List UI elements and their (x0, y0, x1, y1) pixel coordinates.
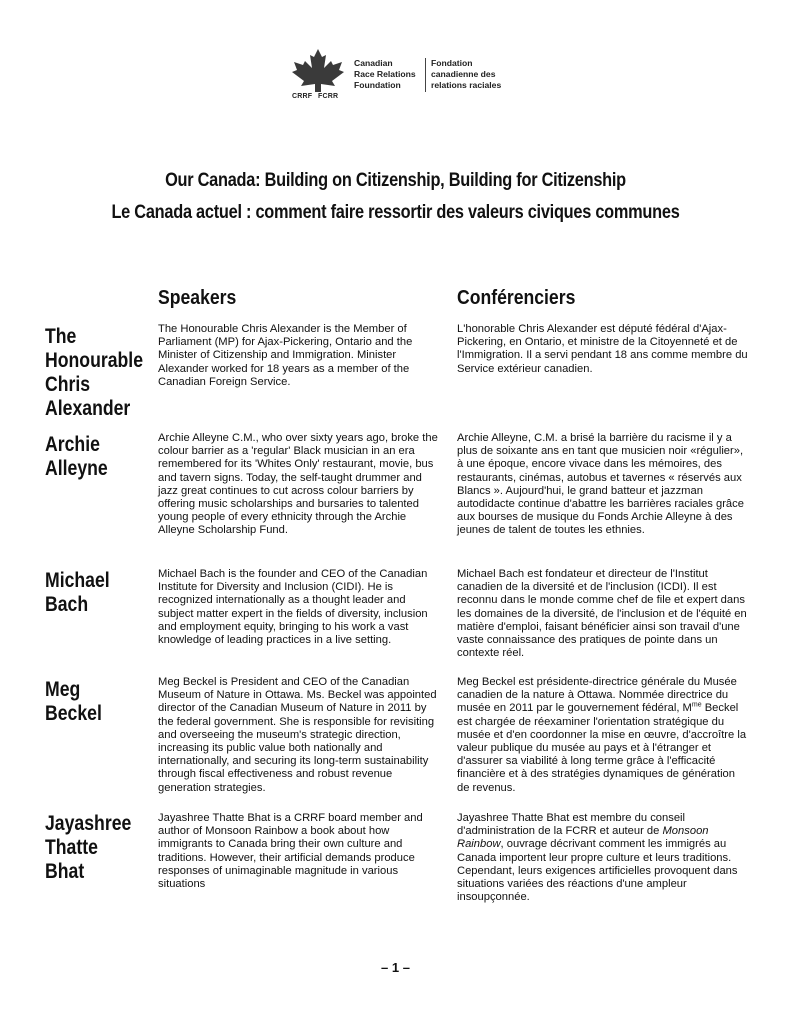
speaker-bio-fr: Meg Beckel est présidente-directrice générale du Musée canadien de la nature à Ottawa. Nommée directrice du musée en 2011 par le gouvernement fédéral, $M^{me}$ Beckel est chargée de réexaminer l'orientation stratégique du musée et d'en coordonner la mise en œuvre, d'accroître la valeur publique du musée au pays et à l'étranger et d'assurer sa viabilité à long terme grâce à l'efficacité financière et à des stratégies dynamiques de génération de revenus. (457, 676, 747, 794)
speaker-bio-en: The Honourable Chris Alexander is the Member of Parliament (MP) for Ajax-Pickering, Ontario and the Minister of Citizenship and Immigration. Minister Alexander worked for 18 years as a member of the Canadian Foreign Service. (158, 323, 413, 388)
title-french: Le Canada actuel : comment faire ressortir des valeurs civiques communes (111, 202, 680, 223)
speaker-bio-en: Michael Bach is the founder and CEO of the Canadian Institute for Diversity and Inclusion (CIDI). He is recognized internationally as a thought leader and subject matter expert in the fields of diversity, inclusion and employment equity, bringing to his work a vast knowledge of leading practices in a live setting. (158, 568, 428, 647)
speaker-name: Jayashree Thatte Bhat (45, 812, 132, 883)
speaker-bio-fr: Archie Alleyne, C.M. a brisé la barrière du racisme il y a plus de soixante ans en tant que musicien noir «régulier», à une époque, encore vivace dans les mémoires, des restaurants, cinémas, autobus et tavernes « réservés aux Blancs ». Aujourd'hui, le grand batteur et jazzman autodidacte continue d'abattre les barrières raciales grâce aux bourses de musique du Fonds Archie Alleyne à des jeunes de talent de toutes les ethnies. (457, 432, 744, 537)
speaker-bio-en: Meg Beckel is President and CEO of the Canadian Museum of Nature in Ottawa. Ms. Beckel was appointed director of the Canadian Museum of Nature in 2011 by the federal government. She is responsible for revisiting and overseeing the museum's strategic direction, increasing its public value both nationally and internationally, and securing its long-term sustainability through fiscal effectiveness and robust revenue generation strategies. (158, 676, 437, 794)
logo-divider (425, 58, 426, 92)
speaker-bio-fr: Michael Bach est fondateur et directeur de l'Institut canadien de la diversité et de l'inclusion (ICDI). Il est reconnu dans le monde comme chef de file et expert dans les domaines de la diversité, de l'inclusion et de l'équité en matière d'emploi, faisant bénéficier ainsi son travail d'une vaste connaissance des pratiques de pointe dans un contexte réel. (457, 568, 747, 660)
title-english: Our Canada: Building on Citizenship, Building for Citizenship (165, 170, 626, 191)
speaker-name: Meg Beckel (45, 678, 102, 725)
speaker-bio-en: Jayashree Thatte Bhat is a CRRF board member and author of Monsoon Rainbow a book about how immigrants to Canada bring their own culture and traditions. However, their artificial demands produce responses of unimaginable magnitude in various situations (158, 812, 423, 891)
logo-acronym-fr: FCRR (318, 93, 339, 100)
speaker-name: The Honourable Chris Alexander (45, 325, 144, 420)
speaker-bio-fr: L'honorable Chris Alexander est député fédéral d'Ajax-Pickering, en Ontario, et ministre de la Citoyenneté et de l'Immigration. Il a servi pendant 18 ans comme membre du Service extérieur canadien. (457, 323, 748, 375)
logo-acronym-en: CRRF (292, 93, 313, 100)
logo-name-fr: Fondation canadienne des relations raciales (431, 58, 502, 90)
speaker-bio-fr: Jayashree Thatte Bhat est membre du conseil d'administration de la FCRR et auteur de Monsoon Rainbow, ouvrage décrivant comment les immigrés au Canada importent leur propre culture et leurs traditions. Cependant, leurs exigences artificielles provoquent dans situations variées des réactions d'une ampleur insoupçonnée. (457, 812, 738, 904)
speaker-name: Archie Alleyne (45, 433, 108, 480)
heading-conferenciers: Conférenciers (457, 287, 576, 309)
crrf-logo (288, 48, 518, 106)
speaker-name: Michael Bach (45, 569, 110, 616)
heading-speakers: Speakers (158, 287, 237, 309)
speaker-bio-en: Archie Alleyne C.M., who over sixty years ago, broke the colour barrier as a 'regular' Black musician in an era remembered for its 'Whites Only' restaurant, movie, bus and tavern signs. Today, the self-taught drummer and jazz great continues to cut across colour barriers by offering music scholarships and bursaries to talented young people of every ethnicity through the Archie Alleyne Scholarship Fund. (158, 432, 438, 537)
logo-name-en: Canadian Race Relations Foundation (354, 58, 416, 90)
page-number: – 1 – (381, 960, 410, 975)
